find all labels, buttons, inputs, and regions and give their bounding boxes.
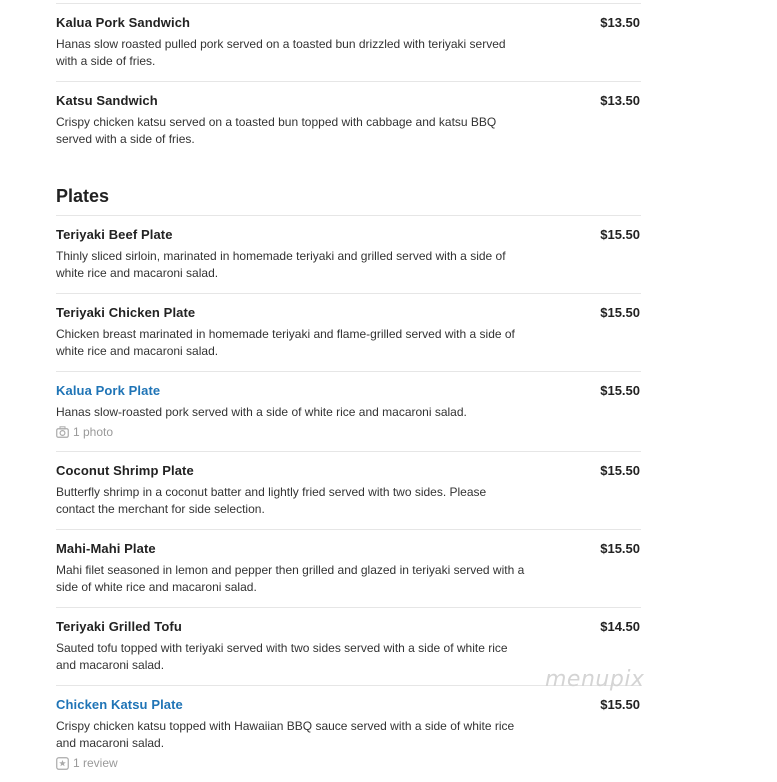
item-name-link[interactable]: Kalua Pork Plate [56,383,161,398]
menu-item [56,685,641,782]
item-name: Teriyaki Grilled Tofu [56,619,182,634]
item-price: $15.50 [600,227,640,242]
item-description: Butterfly shrimp in a coconut batter and lightly fried served with two sides. Please contact the merchant for side selection. [56,485,487,516]
camera-icon [56,426,69,438]
review-icon [56,757,69,770]
item-name: Teriyaki Chicken Plate [56,305,196,320]
menu-item [56,3,641,81]
item-description: Mahi filet seasoned in lemon and pepper then grilled and glazed in teriyaki served with a side of white rice and macaroni salad. [56,563,525,594]
menu-item [56,451,641,529]
item-name: Mahi-Mahi Plate [56,541,156,556]
item-name: Katsu Sandwich [56,93,158,108]
item-name: Kalua Pork Sandwich [56,15,191,30]
item-price: $15.50 [600,541,640,556]
item-description: Sauted tofu topped with teriyaki served with two sides served with a side of white rice and macaroni salad. [56,641,508,672]
item-description: Crispy chicken katsu topped with Hawaiian BBQ sauce served with a side of white rice and macaroni salad. [56,719,515,750]
item-name: Teriyaki Beef Plate [56,227,173,242]
review-count: 1 review [73,756,118,770]
menu-item [56,529,641,607]
item-name-link[interactable]: Chicken Katsu Plate [56,697,183,712]
item-price: $14.50 [600,619,640,634]
menupix-watermark: menupix [545,667,645,692]
photo-count: 1 photo [73,425,114,439]
item-description: Crispy chicken katsu served on a toasted bun topped with cabbage and katsu BBQ served with a side of fries. [56,115,497,146]
item-price: $15.50 [600,305,640,320]
item-description: Thinly sliced sirloin, marinated in homemade teriyaki and grilled served with a side of white rice and macaroni salad. [56,249,506,280]
item-description: Hanas slow roasted pulled pork served on a toasted bun drizzled with teriyaki served with a side of fries. [56,37,506,68]
item-price: $13.50 [600,15,640,30]
item-price: $15.50 [600,383,640,398]
item-description: Chicken breast marinated in homemade teriyaki and flame-grilled served with a side of white rice and macaroni salad. [56,327,515,358]
menu-item [56,293,641,371]
menu-item [56,371,641,451]
item-price: $15.50 [600,463,640,478]
item-description: Hanas slow-roasted pork served with a side of white rice and macaroni salad. [56,405,467,419]
item-price: $15.50 [600,697,640,712]
menu-list [56,3,641,782]
menu-item [56,215,641,293]
review-link[interactable] [56,755,641,771]
item-name: Coconut Shrimp Plate [56,463,194,478]
item-price: $13.50 [600,93,640,108]
menu-item [56,81,641,159]
section-title-plates: Plates [56,186,110,206]
photo-link[interactable] [56,424,641,440]
